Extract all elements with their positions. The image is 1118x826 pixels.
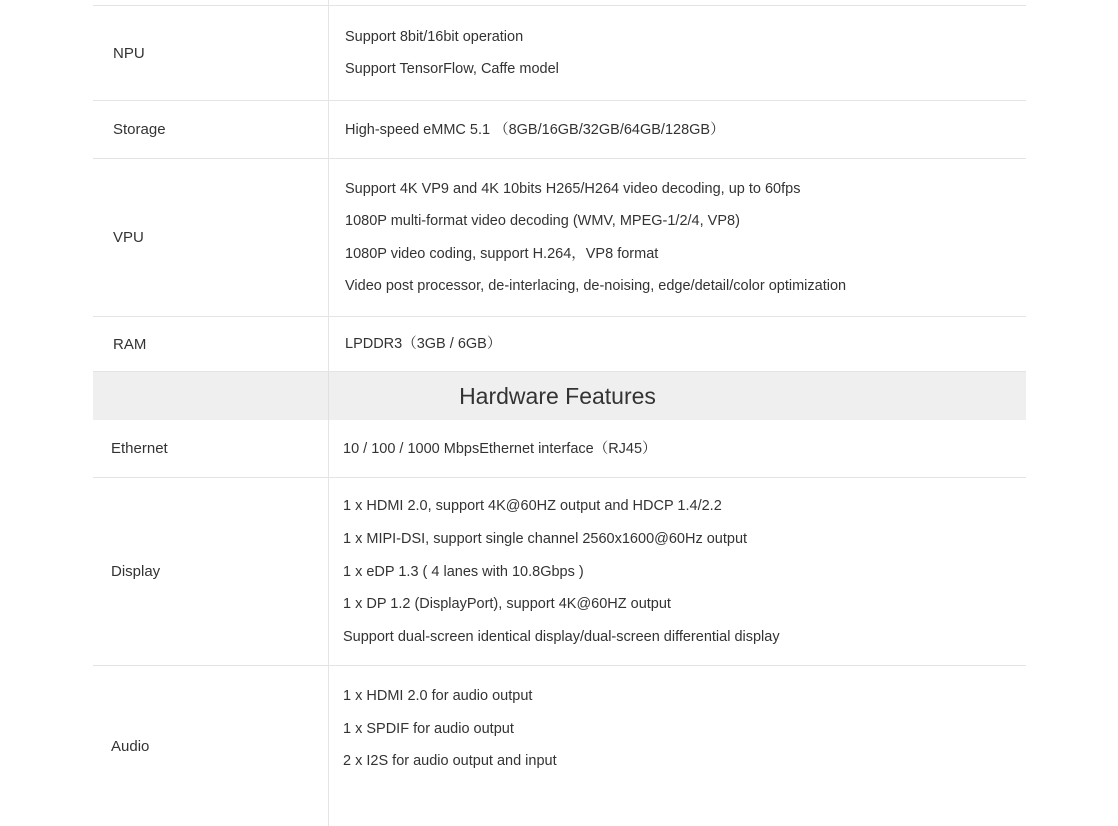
- spec-values: [329, 666, 1026, 826]
- spec-values: [329, 101, 1026, 158]
- spec-label: Display: [93, 478, 329, 665]
- spec-values: [329, 6, 1026, 100]
- spec-line: 1 x HDMI 2.0, support 4K@60HZ output and HDCP 1.4/2.2: [343, 498, 722, 515]
- spec-table: [93, 0, 1026, 826]
- spec-line: 10 / 100 / 1000 MbpsEthernet interface（RJ45）: [343, 440, 657, 457]
- table-row: [93, 6, 1026, 101]
- spec-label: Storage: [93, 101, 329, 158]
- spec-label: Audio: [93, 666, 329, 826]
- table-row: [93, 420, 1026, 478]
- spec-label: Ethernet: [93, 420, 329, 477]
- spec-values: [329, 317, 1026, 371]
- spec-line: Support 4K VP9 and 4K 10bits H265/H264 video decoding, up to 60fps: [345, 180, 801, 197]
- spec-label: VPU: [93, 159, 329, 316]
- spec-values: [329, 478, 1026, 665]
- spec-label-cell: [93, 0, 329, 5]
- table-row: [93, 666, 1026, 826]
- table-row: [93, 101, 1026, 159]
- spec-value-cell: [329, 0, 1026, 5]
- spec-line: 1080P multi-format video decoding (WMV, MPEG-1/2/4, VP8): [345, 213, 740, 230]
- spec-line: 1 x DP 1.2 (DisplayPort), support 4K@60HZ output: [343, 596, 671, 613]
- table-row: [93, 317, 1026, 372]
- table-row: [93, 478, 1026, 666]
- spec-label: NPU: [93, 6, 329, 100]
- spec-line: High-speed eMMC 5.1 （8GB/16GB/32GB/64GB/128GB）: [345, 121, 725, 138]
- spec-label: RAM: [93, 317, 329, 371]
- spec-values: [329, 420, 1026, 477]
- spec-line: 1 x eDP 1.3 ( 4 lanes with 10.8Gbps ): [343, 563, 584, 580]
- section-label-cell: [93, 372, 329, 420]
- table-row: [93, 159, 1026, 317]
- spec-line: 1 x HDMI 2.0 for audio output: [343, 688, 533, 704]
- spec-values: [329, 159, 1026, 316]
- spec-line: LPDDR3（3GB / 6GB）: [345, 336, 502, 352]
- spec-line: Support dual-screen identical display/dual-screen differential display: [343, 628, 780, 645]
- spec-line: 1 x SPDIF for audio output: [343, 720, 514, 737]
- spec-line: Video post processor, de-interlacing, de-noising, edge/detail/color optimization: [345, 278, 847, 295]
- spec-line: 1 x MIPI-DSI, support single channel 2560x1600@60Hz output: [343, 530, 748, 547]
- section-header: [93, 372, 1026, 420]
- spec-line: Support 8bit/16bit operation: [345, 29, 524, 45]
- spec-line: 1080P video coding, support H.264，VP8 format: [345, 245, 659, 262]
- section-title: Hardware Features: [459, 382, 656, 409]
- spec-line: 2 x I2S for audio output and input: [343, 753, 557, 770]
- spec-line: Support TensorFlow, Caffe model: [345, 61, 559, 77]
